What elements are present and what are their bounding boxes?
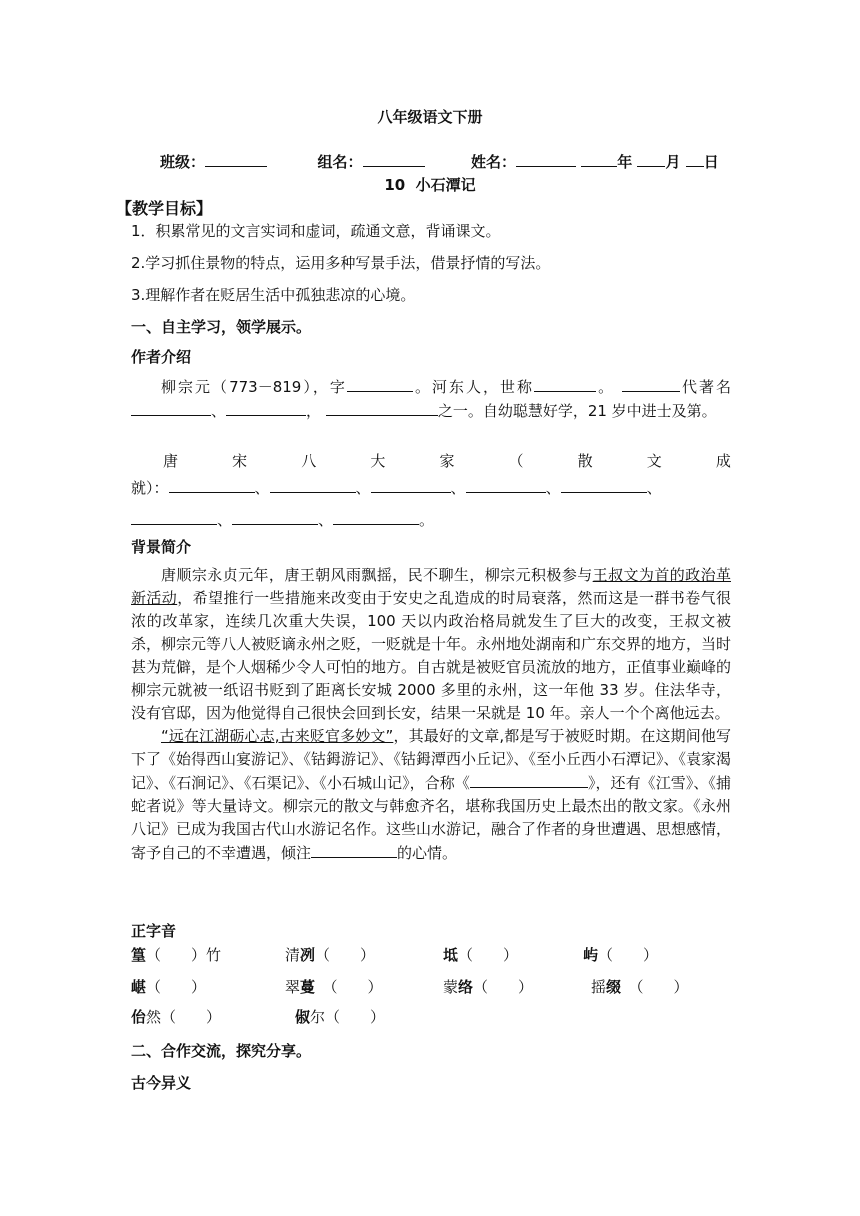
eight-masters-line xyxy=(131,450,731,471)
gujin-heading: 古今异义 xyxy=(131,1074,192,1092)
background-heading: 背景简介 xyxy=(131,538,192,556)
answer-slot[interactable]: （ ） xyxy=(146,978,207,996)
target-char: 缀 xyxy=(606,978,622,996)
bg-underlined: 王叔文为首的政治革新活动 xyxy=(131,566,731,607)
char: 唐 xyxy=(163,452,179,470)
goal-item-3: 3.理解作者在贬居生活中孤独悲凉的心境。 xyxy=(131,286,416,304)
char: 宋 xyxy=(232,452,248,470)
goal-item-1: 1．积累常见的文言实词和虚词，疏通文意，背诵课文。 xyxy=(131,222,501,240)
target-char: 屿 xyxy=(583,946,599,964)
answer-slot[interactable]: （ ） xyxy=(315,946,376,964)
pinyin-item xyxy=(131,976,206,997)
char: 文 xyxy=(646,452,662,470)
author-text-1: 柳宗元（773－819），字 xyxy=(161,378,347,396)
section-1-heading: 一、自主学习，领学展示。 xyxy=(131,318,312,336)
answer-slot[interactable]: （ ） xyxy=(315,978,383,996)
author-text-2: 。河东人，世称 xyxy=(412,378,535,396)
collection-name-blank[interactable] xyxy=(470,771,588,788)
pinyin-item xyxy=(285,976,383,997)
goal-item-2: 2.学习抓住景物的特点，运用多种写景手法，借景抒情的写法。 xyxy=(131,254,551,272)
famous-blank-2[interactable] xyxy=(226,399,306,416)
pinyin-item xyxy=(131,1006,221,1027)
lesson-title xyxy=(0,174,860,195)
section-2-heading: 二、合作交流，探究分享。 xyxy=(131,1042,312,1060)
answer-slot[interactable]: 尔（ ） xyxy=(310,1008,386,1026)
master-blank-7[interactable] xyxy=(232,508,318,525)
comma: 、 xyxy=(318,511,334,529)
pinyin-item xyxy=(443,944,518,965)
group-field[interactable] xyxy=(363,150,425,167)
answer-slot[interactable]: （ ） xyxy=(458,946,519,964)
comma: 、 xyxy=(545,479,561,497)
quote-underlined: “远在江湖砺心志,古来贬官多妙文” xyxy=(161,727,394,745)
comma: 、 xyxy=(355,479,371,497)
pinyin-heading: 正字音 xyxy=(131,922,177,940)
master-blank-2[interactable] xyxy=(270,476,356,493)
emotion-blank[interactable] xyxy=(311,841,397,858)
year-label: 年 xyxy=(617,153,633,171)
goals-heading: 【教学目标】 xyxy=(116,199,213,218)
period: 。 xyxy=(419,511,435,529)
pinyin-item xyxy=(295,1006,385,1027)
author-text-4: 代著名 xyxy=(679,378,731,396)
author-paragraph xyxy=(131,375,731,423)
month-label: 月 xyxy=(665,153,681,171)
bg-text: 》，还有《江雪》、《捕蛇者说》等大量诗文。柳宗元的散文与韩愈齐名，堪称我国历史上最杰出的散文家。《永州八记》已成为我国古代山水游记名作。这些山水游记，融合了作者的身世遭遇、思想感情，寄予自己的不幸遭遇，倾注 xyxy=(131,774,732,862)
background-paragraph-1 xyxy=(131,564,731,725)
pinyin-item xyxy=(443,976,533,997)
master-blank-6[interactable] xyxy=(131,508,217,525)
eight-masters-blanks-2 xyxy=(131,508,434,530)
author-text-7: 之一。自幼聪慧好学，21 岁中进士及第。 xyxy=(437,402,717,420)
name-field[interactable] xyxy=(516,150,576,167)
page-title: 八年级语文下册 xyxy=(377,108,483,126)
master-blank-4[interactable] xyxy=(466,476,546,493)
char: 散 xyxy=(577,452,593,470)
bg-text: 唐顺宗永贞元年，唐王朝风雨飘摇，民不聊生，柳宗元积极参与 xyxy=(161,566,593,584)
target-char: 坻 xyxy=(443,946,459,964)
char: 八 xyxy=(301,452,317,470)
eight-masters-blanks-1 xyxy=(131,476,662,498)
master-blank-8[interactable] xyxy=(333,508,419,525)
zi-blank[interactable] xyxy=(347,375,413,392)
author-text-6: ， xyxy=(306,402,322,420)
bg-text: 的心情。 xyxy=(397,844,458,862)
target-char: 嵁 xyxy=(131,978,147,996)
char: （ xyxy=(508,452,524,470)
famous-blank-1[interactable] xyxy=(131,399,211,416)
group-label: 组名： xyxy=(317,153,363,171)
target-char: 蔓 xyxy=(300,978,316,996)
pinyin-item xyxy=(285,944,375,965)
master-blank-1[interactable] xyxy=(169,476,255,493)
lesson-name: 小石潭记 xyxy=(415,176,476,194)
bg-text: ，其最好的文章,都是写于被贬时期。在这期间他写下了《始得西山宴游记》、《钴鉧游记》、《钴鉧潭西小丘记》、《至小丘西小石潭记》、《袁家渴记》、《石涧记》、《石渠记》、《小石城山记》，合称《 xyxy=(131,727,732,792)
answer-slot[interactable]: （ ） xyxy=(473,978,534,996)
pinyin-item xyxy=(591,976,689,997)
famous-blank-3[interactable] xyxy=(326,399,438,416)
lesson-number: 10 xyxy=(384,176,406,194)
target-char: 络 xyxy=(458,978,474,996)
answer-slot[interactable]: 然（ ） xyxy=(146,1008,222,1026)
shicheng-blank[interactable] xyxy=(534,375,596,392)
year-field[interactable] xyxy=(581,150,617,167)
char: 成 xyxy=(715,452,731,470)
target-char: 篁 xyxy=(131,946,147,964)
answer-slot[interactable]: （ ）竹 xyxy=(146,946,222,964)
master-blank-5[interactable] xyxy=(561,476,647,493)
answer-slot[interactable]: （ ） xyxy=(621,978,689,996)
comma: 、 xyxy=(217,511,233,529)
dynasty-blank[interactable] xyxy=(622,375,680,392)
prefix-char: 摇 xyxy=(591,978,607,996)
author-text-3: 。 xyxy=(596,378,616,396)
char: 家 xyxy=(439,452,455,470)
author-text-5: 、 xyxy=(211,402,227,420)
jiu-text: 就）： xyxy=(131,479,169,497)
answer-slot[interactable]: （ ） xyxy=(598,946,659,964)
month-field[interactable] xyxy=(637,150,665,167)
prefix-char: 清 xyxy=(285,946,301,964)
day-field[interactable] xyxy=(686,150,704,167)
background-paragraph-2 xyxy=(131,725,731,865)
target-char: 俶 xyxy=(295,1008,311,1026)
pinyin-item xyxy=(583,944,658,965)
target-char: 佁 xyxy=(131,1008,147,1026)
pinyin-item xyxy=(131,944,221,965)
bg-text: ，希望推行一些措施来改变由于安史之乱造成的时局衰落，然而这是一群书卷气很浓的改革家，连续几次重大失误，100 天以内政治格局就发生了巨大的改变，王叔文被杀，柳宗元等八人被贬谪永州之贬，一贬就是十年。永州地处湖南和广东交界的地方，当时甚为荒僻，是个人烟稀少令人可怕的地方。自古就是被贬官员流放的地方，正值事业巅峰的柳宗元就被一纸诏书贬到了距离长安城 2000 多里的永州，这一年他 33 岁。住法华寺，没有官邸，因为他觉得自己很快会回到长安，结果一呆就是 10 年。亲人一个个离他远去。 xyxy=(131,589,732,722)
master-blank-3[interactable] xyxy=(371,476,451,493)
char: 大 xyxy=(370,452,386,470)
name-label: 姓名： xyxy=(470,153,516,171)
comma: 、 xyxy=(450,479,466,497)
class-label: 班级： xyxy=(160,153,206,171)
day-label: 日 xyxy=(703,153,719,171)
class-field[interactable] xyxy=(205,150,267,167)
prefix-char: 翠 xyxy=(285,978,301,996)
author-heading: 作者介绍 xyxy=(131,348,192,366)
target-char: 冽 xyxy=(300,946,316,964)
student-info-line xyxy=(160,150,719,172)
comma: 、 xyxy=(254,479,270,497)
comma: 、 xyxy=(646,479,662,497)
prefix-char: 蒙 xyxy=(443,978,459,996)
